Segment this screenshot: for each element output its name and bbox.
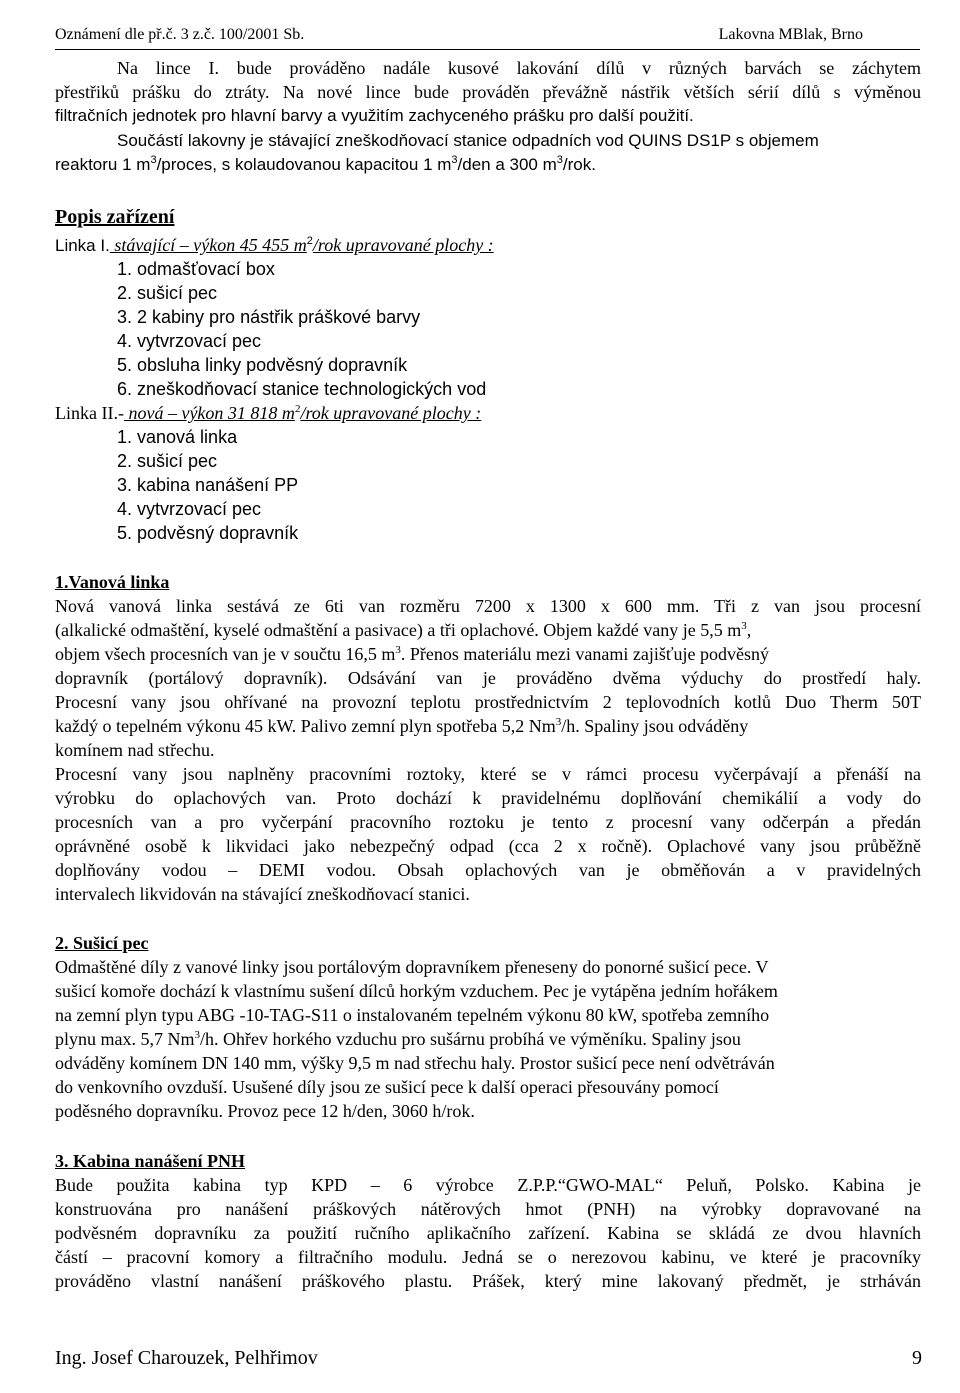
paragraph-line: Nová vanová linka sestává ze 6ti van rozměru 7200 x 1300 x 600 mm. Tři z van jsou procesní [55,596,921,616]
list-item: 5. podvěsný dopravník [117,523,299,543]
section-title-susici-pec: 2. Sušicí pec [55,933,149,953]
quins-line: Součástí lakovny je stávající zneškodňovací stanice odpadních vod QUINS DS1P s objemem [117,131,819,150]
list-item: 3. kabina nanášení PP [117,475,299,495]
paragraph-line: procesních van a pro vyčerpání pracovního roztoku je tento z procesní vany odčerpán a předán [55,812,921,832]
intro-line: Na lince I. bude prováděno nadále kusové lakování dílů v různých barvách se záchytem [117,58,921,78]
paragraph-line: (alkalické odmaštění, kyselé odmaštění a pasivace) a tři oplachové. Objem každé vany je 5,5 $m^3$, [55,620,752,640]
paragraph-line: komínem nad střechu. [55,740,215,760]
paragraph-line: dopravník (portálový dopravník). Odsávání van je prováděno dvěma výduchy do prostředí haly. [55,668,921,688]
quins-line-2: reaktoru 1 $m^3$/proces, s kolaudovanou kapacitou 1 $m^3$/den a 300 $m^3$/rok. [55,154,596,174]
header-left: Oznámení dle př.č. 3 z.č. 100/2001 Sb. [55,26,305,43]
paragraph-line: podvěsném dopravníku za použití ručního aplikačního zařízení. Kabina se skládá ze dvou hlavních [55,1223,921,1243]
paragraph-line: prováděno vlastní nanášení práškového plastu. Prášek, který mine lakovaný předmět, je strháván [55,1271,921,1291]
paragraph-line: Odmaštěné díly z vanové linky jsou portálovým dopravníkem přeneseny do ponorné sušicí pece. V [55,957,769,977]
list-item: 1. vanová linka [117,427,238,447]
header-rule [55,49,920,50]
paragraph-line: oprávněné osobě k likvidaci jako nebezpečný odpad (cca 2 x ročně). Oplachové vany jsou průběžně [55,836,921,856]
section-title-kabina-pnh: 3. Kabina nanášení PNH [55,1151,246,1171]
section-title-popis: Popis zařízení [55,206,175,228]
paragraph-line: každý o tepelném výkonu 45 kW. Palivo zemní plyn spotřeba 5,2 Nm$^3$/h. Spaliny jsou odváděny [55,716,749,736]
paragraph-line: intervalech likvidován na stávající zneškodňovací stanici. [55,884,470,904]
section-title-vanova-linka: 1.Vanová linka [55,572,170,592]
list-item: 1. odmašťovací box [117,259,275,279]
footer-author: Ing. Josef Charouzek, Pelhřimov [55,1347,318,1369]
paragraph-line: doplňovány vodou – DEMI vodou. Obsah oplachových van je obměňován a v pravidelných [55,860,921,880]
header-right: Lakovna MBlak, Brno [718,26,863,43]
paragraph-line: plynu max. 5,7 Nm$^3$/h. Ohřev horkého vzduchu pro sušárnu probíhá ve výměníku. Spaliny jsou [55,1029,741,1049]
paragraph-line: objem všech procesních van je v součtu 16,5 $m^3$. Přenos materiálu mezi vanami zajišťuje podvěsný [55,644,770,664]
paragraph-line: částí – pracovní komory a filtračního modulu. Jedná se o nerezovou kabinu, ve které je pracovníky [55,1247,921,1267]
list-item: 4. vytvrzovací pec [117,331,262,351]
paragraph-line: sušicí komoře dochází k vlastnímu sušení dílců horkým vzduchem. Pec je vytápěna jedním hořákem [55,981,778,1001]
list-item: 2. sušicí pec [117,451,218,471]
paragraph-line: konstruována pro nanášení práškových nátěrových hmot (PNH) na výrobky dopravované na [55,1199,921,1219]
paragraph-line: Bude použita kabina typ KPD – 6 výrobce Z.P.P.“GWO-MAL“ Peluň, Polsko. Kabina je [55,1175,921,1195]
intro-line: filtračních jednotek pro hlavní barvy a využitím zachyceného prášku pro další použití. [55,106,694,125]
paragraph-line: Procesní vany jsou naplněny pracovními roztoky, které se v rámci procesu vyčerpávají a přenáší na [55,764,921,784]
list-item: 4. vytvrzovací pec [117,499,262,519]
paragraph-line: Procesní vany jsou ohřívané na provozní teplotu prostřednictvím 2 teplovodních kotlů Duo Therm 50T [55,692,921,712]
linka1-heading: Linka I. stávající – výkon 45 455 $m^2$/rok upravované plochy : [55,235,494,255]
linka2-heading: Linka II.- nová – výkon 31 818 $m^2$/rok upravované plochy : [55,403,482,423]
list-item: 6. zneškodňovací stanice technologických vod [117,379,487,399]
list-item: 2. sušicí pec [117,283,218,303]
list-item: 5. obsluha linky podvěsný dopravník [117,355,408,375]
paragraph-line: výrobku do oplachových van. Proto dochází k pravidelnému doplňování chemikálií a vody do [55,788,921,808]
paragraph-line: odváděny komínem DN 140 mm, výšky 9,5 m nad střechu haly. Prostor sušicí pece není odvětráván [55,1053,775,1073]
paragraph-line: poděsného dopravníku. Provoz pece 12 h/den, 3060 h/rok. [55,1101,475,1121]
paragraph-line: na zemní plyn typu ABG -10-TAG-S11 o instalovaném tepelném výkonu 80 kW, spotřeba zemního [55,1005,770,1025]
paragraph-line: do venkovního ovzduší. Usušené díly jsou ze sušicí pece k další operaci přesouvány pomocí [55,1077,719,1097]
list-item: 3. 2 kabiny pro nástřik práškové barvy [117,307,421,327]
page-number: 9 [912,1347,922,1369]
intro-line: přestřiků prášku do ztráty. Na nové lince bude prováděn převážně nástřik větších sérií dílů s výměnou [55,82,921,102]
